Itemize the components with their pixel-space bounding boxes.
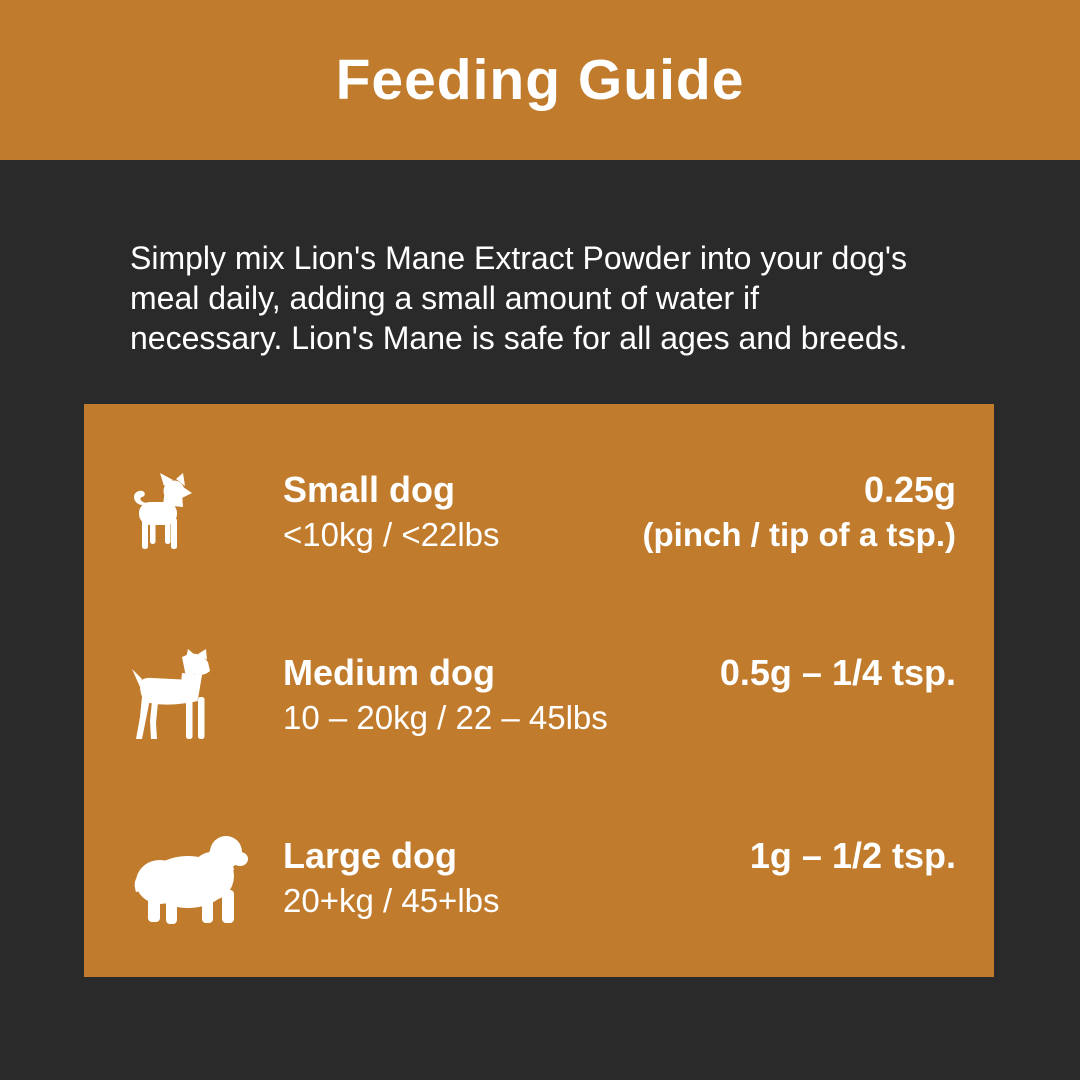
- dose-info: [643, 467, 994, 557]
- medium-dog-icon: [130, 649, 214, 741]
- small-dog-icon: [84, 473, 283, 551]
- dog-weight-range: 20+kg / 45+lbs: [283, 881, 500, 919]
- intro-line: meal daily, adding a small amount of water if: [130, 280, 760, 316]
- dog-weight-range: 10 – 20kg / 22 – 45lbs: [283, 698, 608, 736]
- dose-info: [720, 650, 994, 740]
- small-dog-icon: [130, 473, 192, 551]
- dose-amount: 1g – 1/2 tsp.: [749, 834, 956, 876]
- dog-size-info: [283, 833, 500, 923]
- feeding-row-medium-dog: [84, 603, 994, 786]
- medium-dog-icon: [84, 649, 283, 741]
- dose-amount: 0.5g – 1/4 tsp.: [719, 651, 956, 693]
- dose-note: [720, 695, 956, 740]
- dose-note: [750, 878, 956, 923]
- dog-size-info: [283, 650, 608, 740]
- large-dog-icon: [130, 830, 248, 925]
- header-banner: [0, 0, 1080, 160]
- dog-size-label: Large dog: [283, 834, 458, 876]
- intro-line: Simply mix Lion's Mane Extract Powder into your dog's: [130, 240, 907, 276]
- dog-size-label: Small dog: [283, 468, 456, 510]
- dog-size-label: Medium dog: [283, 651, 495, 693]
- intro-line: necessary. Lion's Mane is safe for all ages and breeds.: [130, 320, 908, 356]
- dose-amount: 0.25g: [863, 468, 956, 510]
- dose-info: [750, 833, 994, 923]
- large-dog-icon: [84, 830, 283, 925]
- feeding-row-large-dog: [84, 786, 994, 969]
- dose-note: (pinch / tip of a tsp.): [642, 515, 956, 553]
- feeding-row-small-dog: [84, 420, 994, 603]
- page-title: Feeding Guide: [335, 48, 745, 112]
- feeding-guide-panel: [84, 404, 994, 977]
- dog-weight-range: <10kg / <22lbs: [283, 515, 500, 553]
- dog-size-info: [283, 467, 500, 557]
- intro-text: [130, 238, 1010, 358]
